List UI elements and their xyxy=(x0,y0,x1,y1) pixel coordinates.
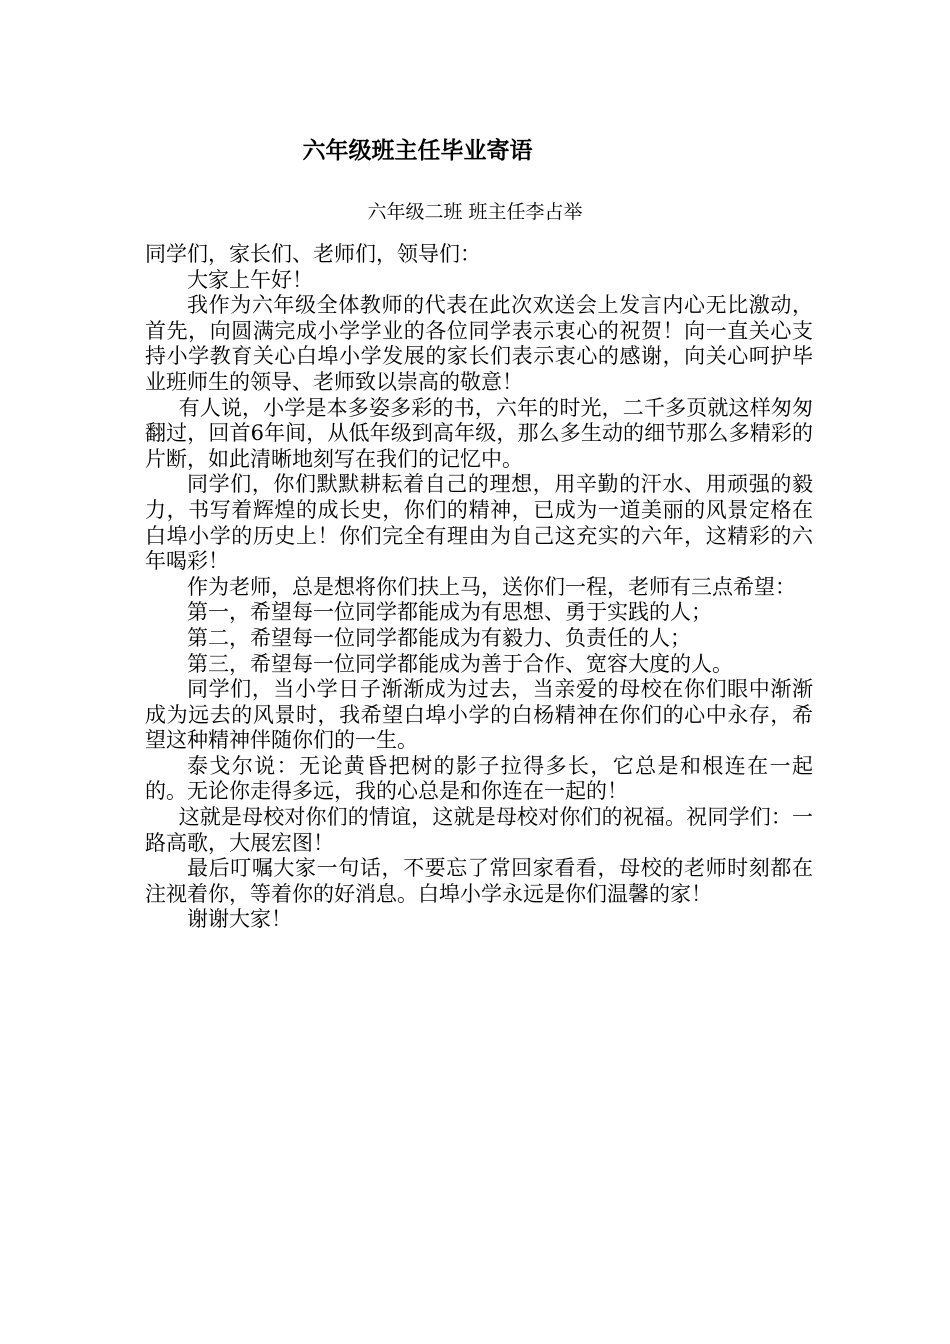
document-title: 六年级班主任毕业寄语 xyxy=(302,138,533,164)
paragraph-spirit: 同学们，当小学日子渐渐成为过去，当亲爱的母校在你们眼中渐渐成为远去的风景时，我希望白埠小学的白杨精神在你们的心中永存，希望这种精神伴随你们的一生。 xyxy=(145,677,813,753)
document-body xyxy=(145,242,813,933)
paragraph-quote: 泰戈尔说：无论黄昏把树的影子拉得多长，它总是和根连在一起的。无论你走得多远，我的心总是和你连在一起的！ xyxy=(145,753,813,804)
paragraph-closing: 最后叮嘱大家一句话，不要忘了常回家看看，母校的老师时刻都在注视着你，等着你的好消息。白埠小学永远是你们温馨的家！ xyxy=(145,856,813,906)
paragraph-thanks: 谢谢大家！ xyxy=(187,907,292,932)
salutation: 同学们，家长们、老师们，领导们： xyxy=(145,242,481,266)
paragraph-praise: 同学们，你们默默耕耘着自己的理想，用辛勤的汗水、用顽强的毅力，书写着辉煌的成长史，你们的精神，已成为一道美丽的风景定格在白埠小学的历史上！你们完全有理由为自己这充实的六年，这精彩的六年喝彩！ xyxy=(145,472,813,574)
paragraph-memories: 有人说，小学是本多姿多彩的书，六年的时光，二千多页就这样匆匆翻过，回首6年间，从低年级到高年级，那么多生动的细节那么多精彩的片断，如此清晰地刻写在我们的记忆中。 xyxy=(145,395,813,471)
paragraph-greeting: 大家上午好！ xyxy=(187,267,313,292)
hope-item-2: 第二，希望每一位同学都能成为有毅力、负责任的人； xyxy=(187,625,691,650)
paragraph-intro: 我作为六年级全体教师的代表在此次欢送会上发言内心无比激动，首先，向圆满完成小学学业的各位同学表示衷心的祝贺！向一直关心支持小学教育关心白埠小学发展的家长们表示衷心的感谢，向关心呵护毕业班师生的领导、老师致以崇高的敬意！ xyxy=(145,293,813,394)
hope-item-1: 第一，希望每一位同学都能成为有思想、勇于实践的人； xyxy=(187,600,712,625)
author-line: 六年级二班 班主任李占举 xyxy=(367,201,583,223)
hope-item-3: 第三，希望每一位同学都能成为善于合作、宽容大度的人。 xyxy=(187,651,733,676)
paragraph-hopes-intro: 作为老师，总是想将你们扶上马，送你们一程，老师有三点希望： xyxy=(187,574,796,599)
paragraph-blessing: 这就是母校对你们的情谊，这就是母校对你们的祝福。祝同学们：一路高歌，大展宏图！ xyxy=(145,805,813,855)
